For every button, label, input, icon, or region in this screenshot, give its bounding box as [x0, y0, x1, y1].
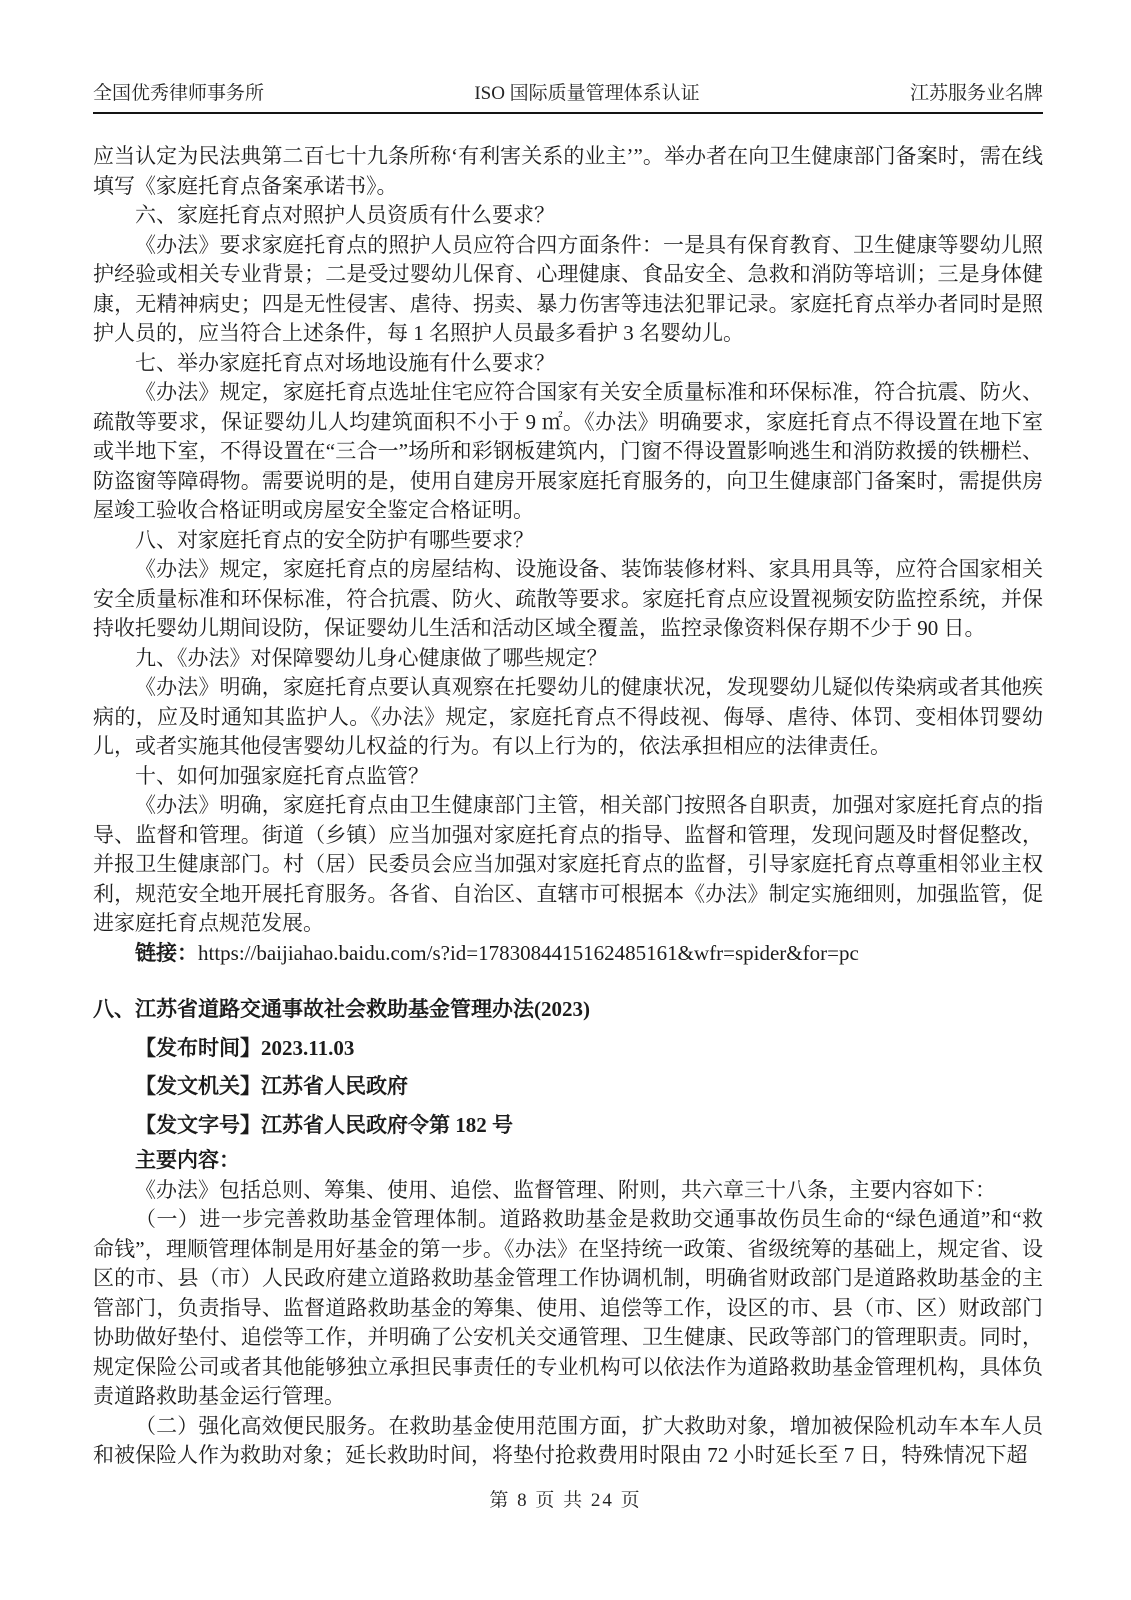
link-url: https://baijiahao.baidu.com/s?id=1783084415162485161&wfr=spider&for=pc	[198, 940, 859, 965]
main-content-label: 主要内容：	[135, 1148, 240, 1172]
q6-question: 六、家庭托育点对照护人员资质有什么要求？	[135, 203, 555, 227]
q9-answer: 《办法》明确，家庭托育点要认真观察在托婴幼儿的健康状况，发现婴幼儿疑似传染病或者其他疾病的，应及时通知其监护人。《办法》规定，家庭托育点不得歧视、侮辱、虐待、体罚、变相体罚婴幼儿，或者实施其他侵害婴幼儿权益的行为。有以上行为的，依法承担相应的法律责任。	[93, 675, 1043, 758]
header-center-text: ISO 国际质量管理体系认证	[474, 83, 700, 104]
point-1-para: （一）进一步完善救助基金管理体制。道路救助基金是救助交通事故伤员生命的“绿色通道”和“救命钱”，理顺管理体制是用好基金的第一步。《办法》在坚持统一政策、省级统筹的基础上，规定省、设区的市、县（市）人民政府建立道路救助基金管理工作协调机制，明确省财政部门是道路救助基金的主管部门，负责指导、监督道路救助基金的筹集、使用、追偿等工作，设区的市、县（市、区）财政部门协助做好垫付、追偿等工作，并明确了公安机关交通管理、卫生健康、民政等部门的管理职责。同时，规定保险公司或者其他能够独立承担民事责任的专业机构可以依法作为道路救助基金管理机构，具体负责道路救助基金运行管理。	[93, 1207, 1043, 1408]
meta-issuing-authority: 【发文机关】江苏省人民政府	[135, 1074, 408, 1098]
page-footer	[0, 1485, 1131, 1512]
header-left-text: 全国优秀律师事务所	[93, 83, 265, 104]
document-body	[93, 114, 1043, 1471]
q7-question: 七、举办家庭托育点对场地设施有什么要求？	[135, 350, 555, 375]
point-2-para: （二）强化高效便民服务。在救助基金使用范围方面，扩大救助对象，增加被保险机动车本车人员和被保险人作为救助对象；延长救助时间，将垫付抢救费用时限由 72 小时延长至 7 日，特殊情况下超	[93, 1413, 1043, 1467]
section-8-title: 八、江苏省道路交通事故社会救助基金管理办法(2023)	[93, 997, 590, 1021]
meta-publish-date: 【发布时间】2023.11.03	[135, 1035, 355, 1060]
q6-answer: 《办法》要求家庭托育点的照护人员应符合四方面条件：一是具有保育教育、卫生健康等婴幼儿照护经验或相关专业背景；二是受过婴幼儿保育、心理健康、食品安全、急救和消防等培训；三是身体健康，无精神病史；四是无性侵害、虐待、拐卖、暴力伤害等违法犯罪记录。家庭托育点举办者同时是照护人员的，应当符合上述条件，每 1 名照护人员最多看护 3 名婴幼儿。	[93, 232, 1043, 345]
q8-answer: 《办法》规定，家庭托育点的房屋结构、设施设备、装饰装修材料、家具用具等，应符合国家相关安全质量标准和环保标准，符合抗震、防火、疏散等要求。家庭托育点应设置视频安防监控系统，并保持收托婴幼儿期间设防，保证婴幼儿生活和活动区域全覆盖，监控录像资料保存期不少于 90 日。	[93, 557, 1043, 640]
page-number-text: 第 8 页 共 24 页	[489, 1490, 642, 1511]
meta-document-number: 【发文字号】江苏省人民政府令第 182 号	[135, 1112, 513, 1137]
page-header	[93, 0, 1043, 114]
q10-answer: 《办法》明确，家庭托育点由卫生健康部门主管，相关部门按照各自职责，加强对家庭托育点的指导、监督和管理。街道（乡镇）应当加强对家庭托育点的指导、监督和管理，发现问题及时督促整改，并报卫生健康部门。村（居）民委员会应当加强对家庭托育点的监督，引导家庭托育点尊重相邻业主权利，规范安全地开展托育服务。各省、自治区、直辖市可根据本《办法》制定实施细则，加强监管，促进家庭托育点规范发展。	[93, 793, 1043, 935]
q10-question: 十、如何加强家庭托育点监管？	[135, 763, 429, 788]
para-continuation: 应当认定为民法典第二百七十九条所称‘有利害关系的业主’”。举办者在向卫生健康部门备案时，需在线填写《家庭托育点备案承诺书》。	[93, 144, 1043, 198]
source-link	[93, 939, 1043, 969]
header-right-text: 江苏服务业名牌	[909, 83, 1043, 104]
q8-question: 八、对家庭托育点的安全防护有哪些要求？	[135, 527, 534, 552]
q7-answer: 《办法》规定，家庭托育点选址住宅应符合国家有关安全质量标准和环保标准，符合抗震、防火、疏散等要求，保证婴幼儿人均建筑面积不小于 9 ㎡。《办法》明确要求，家庭托育点不得设置在地下室或半地下室，不得设置在“三合一”场所和彩钢板建筑内，门窗不得设置影响逃生和消防救援的铁栅栏、防盗窗等障碍物。需要说明的是，使用自建房开展家庭托育服务的，向卫生健康部门备案时，需提供房屋竣工验收合格证明或房屋安全鉴定合格证明。	[93, 380, 1043, 522]
link-label: 链接：	[135, 940, 198, 965]
q9-question: 九、《办法》对保障婴幼儿身心健康做了哪些规定？	[135, 645, 608, 670]
overview-para: 《办法》包括总则、筹集、使用、追偿、监督管理、附则，共六章三十八条，主要内容如下：	[135, 1177, 996, 1202]
